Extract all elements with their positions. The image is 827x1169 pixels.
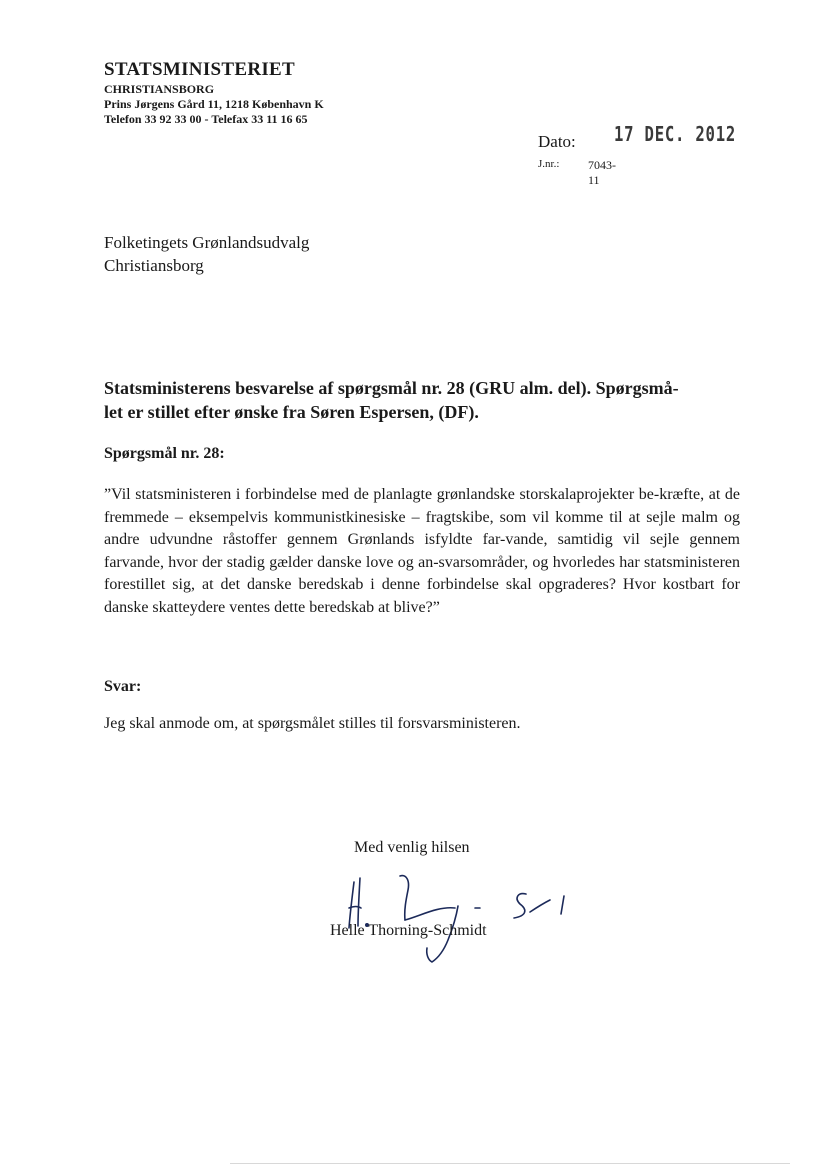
handwritten-signature: [330, 868, 590, 973]
date-stamp: 17 DEC. 2012: [614, 122, 737, 146]
subject-heading: [104, 376, 740, 424]
org-name: STATSMINISTERIET: [104, 59, 295, 80]
closing-greeting: Med venlig hilsen: [354, 839, 470, 856]
date-label: Dato:: [538, 132, 576, 151]
page-edge-line: [230, 1163, 790, 1164]
subject-line-2: let er stillet efter ønske fra Søren Espersen, (DF).: [104, 402, 479, 422]
subject-line-1: Statsministerens besvarelse af spørgsmål nr. 28 (GRU alm. del). Spørgsmå-: [104, 378, 679, 398]
signer-name: Helle Thorning-Schmidt: [330, 922, 487, 939]
recipient-line-1: Folketingets Grønlandsudvalg: [104, 233, 310, 252]
recipient-address: [104, 231, 309, 277]
answer-text: Jeg skal anmode om, at spørgsmålet stilles til forsvarsministeren.: [104, 715, 521, 732]
answer-heading: Svar:: [104, 678, 142, 695]
question-heading: Spørgsmål nr. 28:: [104, 445, 225, 462]
journal-number-value: 7043-11: [588, 158, 616, 187]
org-building: CHRISTIANSBORG: [104, 82, 215, 96]
org-phone-fax: Telefon 33 92 33 00 - Telefax 33 11 16 65: [104, 112, 308, 126]
org-address: Prins Jørgens Gård 11, 1218 København K: [104, 97, 324, 111]
journal-number-label: J.nr.:: [538, 158, 560, 170]
question-text: ”Vil statsministeren i forbindelse med de planlagte grønlandske storskalaprojekter be-kræfte, at de fremmede – eksempelvis kommunistkinesiske – fragtskibe, som vil komme til at sejle malm og andre udvundne råstoffer gennem Grønlands isfyldte far-vande, samtidig vil sejle gennem farvande, hvor der stadig gælder danske love og an-svarsområder, og hvorledes har statsministeren forestillet sig, at det danske beredskab i denne forbindelse skal opgraderes? Hvor kostbart for danske skatteydere ventes dette beredskab at blive?”: [104, 486, 740, 616]
recipient-line-2: Christiansborg: [104, 256, 204, 275]
letterhead: [104, 58, 324, 127]
